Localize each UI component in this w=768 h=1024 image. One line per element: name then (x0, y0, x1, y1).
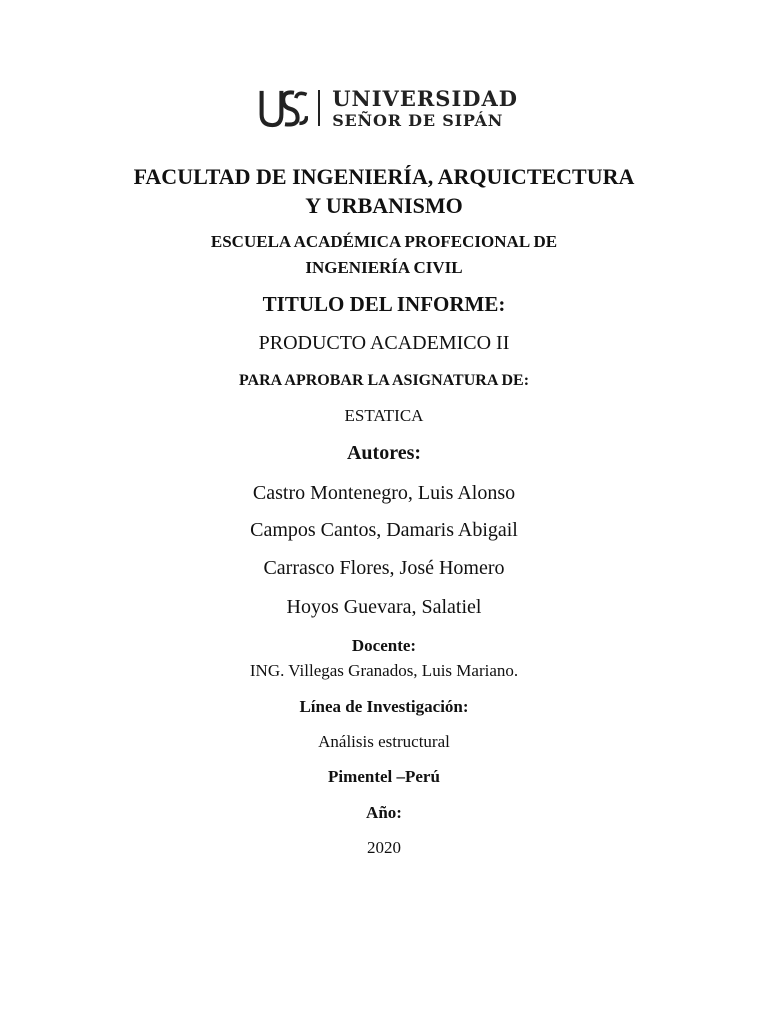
place-text: Pimentel –Perú (328, 767, 440, 786)
authors-label: Autores: (346, 442, 422, 464)
teacher-name: ING. Villegas Granados, Luis Mariano. (249, 661, 519, 680)
school-line-1: ESCUELA ACADÉMICA PROFECIONAL DE (210, 232, 558, 251)
report-title-label: TITULO DEL INFORME: (262, 292, 506, 316)
school-line-2: INGENIERÍA CIVIL (305, 258, 463, 277)
faculty-line-1: FACULTAD DE INGENIERÍA, ARQUICTECTURA (133, 164, 635, 189)
author-name: Hoyos Guevara, Salatiel (286, 596, 482, 618)
report-title-value: PRODUCTO ACADEMICO II (258, 332, 510, 354)
author-name: Castro Montenegro, Luis Alonso (252, 482, 516, 504)
author-name: Carrasco Flores, José Homero (263, 557, 505, 579)
uss-monogram-icon (258, 85, 308, 131)
teacher-label: Docente: (351, 636, 417, 655)
course-value: ESTATICA (344, 406, 424, 425)
year-label: Año: (366, 803, 402, 822)
logo-divider (318, 90, 320, 126)
course-label: PARA APROBAR LA ASIGNATURA DE: (238, 372, 530, 389)
logo-university-word: UNIVERSIDAD (332, 85, 518, 111)
research-line-label: Línea de Investigación: (299, 697, 469, 716)
author-name: Campos Cantos, Damaris Abigail (250, 519, 518, 541)
university-logo (258, 84, 518, 132)
research-line-value: Análisis estructural (318, 732, 450, 751)
logo-text (332, 85, 518, 130)
logo-university-name: SEÑOR DE SIPÁN (332, 110, 504, 130)
year-value: 2020 (367, 838, 401, 857)
faculty-line-2: Y URBANISMO (305, 193, 463, 218)
